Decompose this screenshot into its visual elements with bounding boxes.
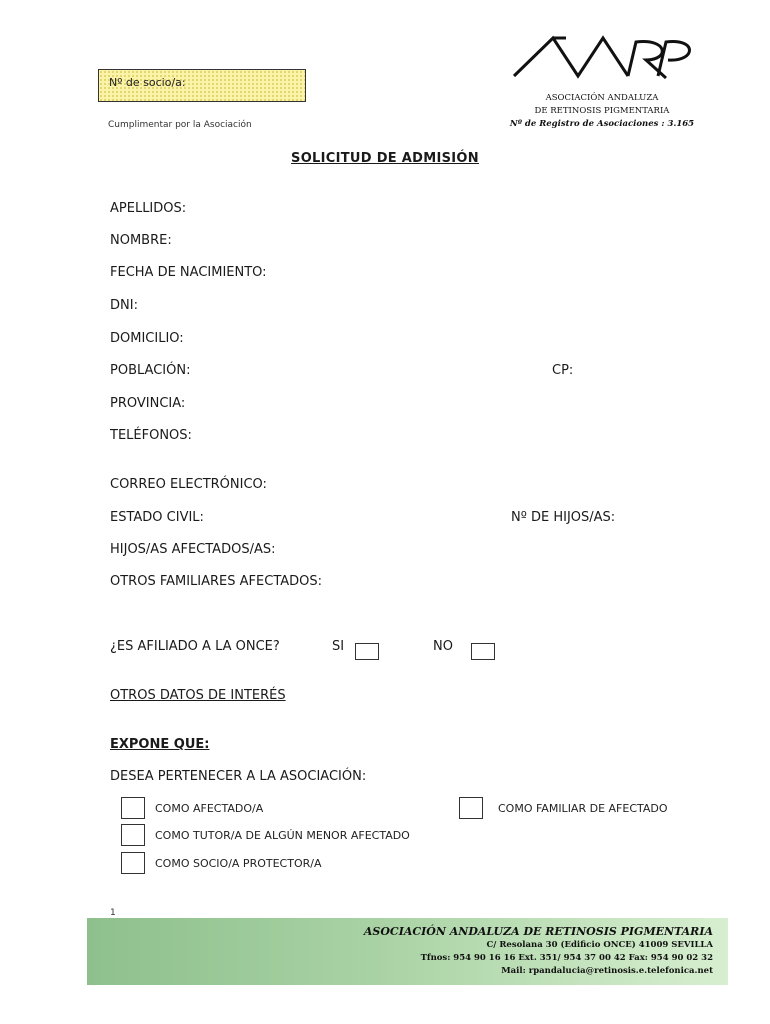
option-protector-checkbox[interactable] [121, 852, 145, 874]
option-afectado-label: COMO AFECTADO/A [155, 802, 264, 815]
once-no-label: NO [433, 639, 453, 654]
once-question: ¿ES AFILIADO A LA ONCE? [110, 639, 280, 654]
desea-text: DESEA PERTENECER A LA ASOCIACIÓN: [110, 769, 367, 784]
field-dni: DNI: [110, 298, 138, 313]
registry-number: Nº de Registro de Asociaciones : 3.165 [509, 119, 695, 129]
field-apellidos: APELLIDOS: [110, 201, 187, 216]
option-protector-label: COMO SOCIO/A PROTECTOR/A [155, 857, 322, 870]
once-si-checkbox[interactable] [355, 643, 379, 660]
option-tutor-checkbox[interactable] [121, 824, 145, 846]
field-provincia: PROVINCIA: [110, 396, 186, 411]
field-domicilio: DOMICILIO: [110, 331, 184, 346]
field-otros-familiares: OTROS FAMILIARES AFECTADOS: [110, 574, 323, 589]
footer-phones: Tfnos: 954 90 16 16 Ext. 351/ 954 37 00 42 Fax: 954 90 02 32 [420, 953, 713, 963]
once-si-label: SI [332, 639, 345, 654]
field-cp: CP: [552, 363, 574, 378]
footer-text [364, 925, 713, 978]
field-correo: CORREO ELECTRÓNICO: [110, 477, 267, 492]
field-num-hijos: Nº DE HIJOS/AS: [511, 510, 616, 525]
footer-address: C/ Resolana 30 (Edificio ONCE) 41009 SEVILLA [486, 940, 713, 950]
option-familiar-label: COMO FAMILIAR DE AFECTADO [498, 802, 668, 815]
option-tutor-label: COMO TUTOR/A DE ALGÚN MENOR AFECTADO [155, 829, 410, 842]
footer-banner [87, 918, 728, 985]
field-fecha-nacimiento: FECHA DE NACIMIENTO: [110, 265, 267, 280]
field-estado-civil: ESTADO CIVIL: [110, 510, 204, 525]
field-hijos-afectados: HIJOS/AS AFECTADOS/AS: [110, 542, 276, 557]
socio-number-field[interactable] [98, 69, 306, 102]
field-poblacion: POBLACIÓN: [110, 363, 191, 378]
association-logo [508, 30, 698, 85]
footer-mail: Mail: rpandalucia@retinosis.e.telefonica.net [501, 966, 713, 976]
page-number: 1 [110, 908, 116, 918]
otros-datos-heading: OTROS DATOS DE INTERÉS [110, 688, 286, 703]
page-title: SOLICITUD DE ADMISIÓN [291, 151, 479, 166]
association-name-line-1: ASOCIACIÓN ANDALUZA [545, 93, 659, 103]
once-no-checkbox[interactable] [471, 643, 495, 660]
footer-association-name: ASOCIACIÓN ANDALUZA DE RETINOSIS PIGMENTARIA [363, 925, 713, 938]
field-telefonos: TELÉFONOS: [110, 428, 192, 443]
association-name-line-2: DE RETINOSIS PIGMENTARIA [534, 106, 670, 116]
cumplimentar-note: Cumplimentar por la Asociación [108, 120, 252, 130]
association-header [490, 92, 714, 131]
socio-number-label: Nº de socio/a: [109, 76, 186, 89]
option-familiar-checkbox[interactable] [459, 797, 483, 819]
expone-heading: EXPONE QUE: [110, 737, 210, 752]
field-nombre: NOMBRE: [110, 233, 172, 248]
option-afectado-checkbox[interactable] [121, 797, 145, 819]
